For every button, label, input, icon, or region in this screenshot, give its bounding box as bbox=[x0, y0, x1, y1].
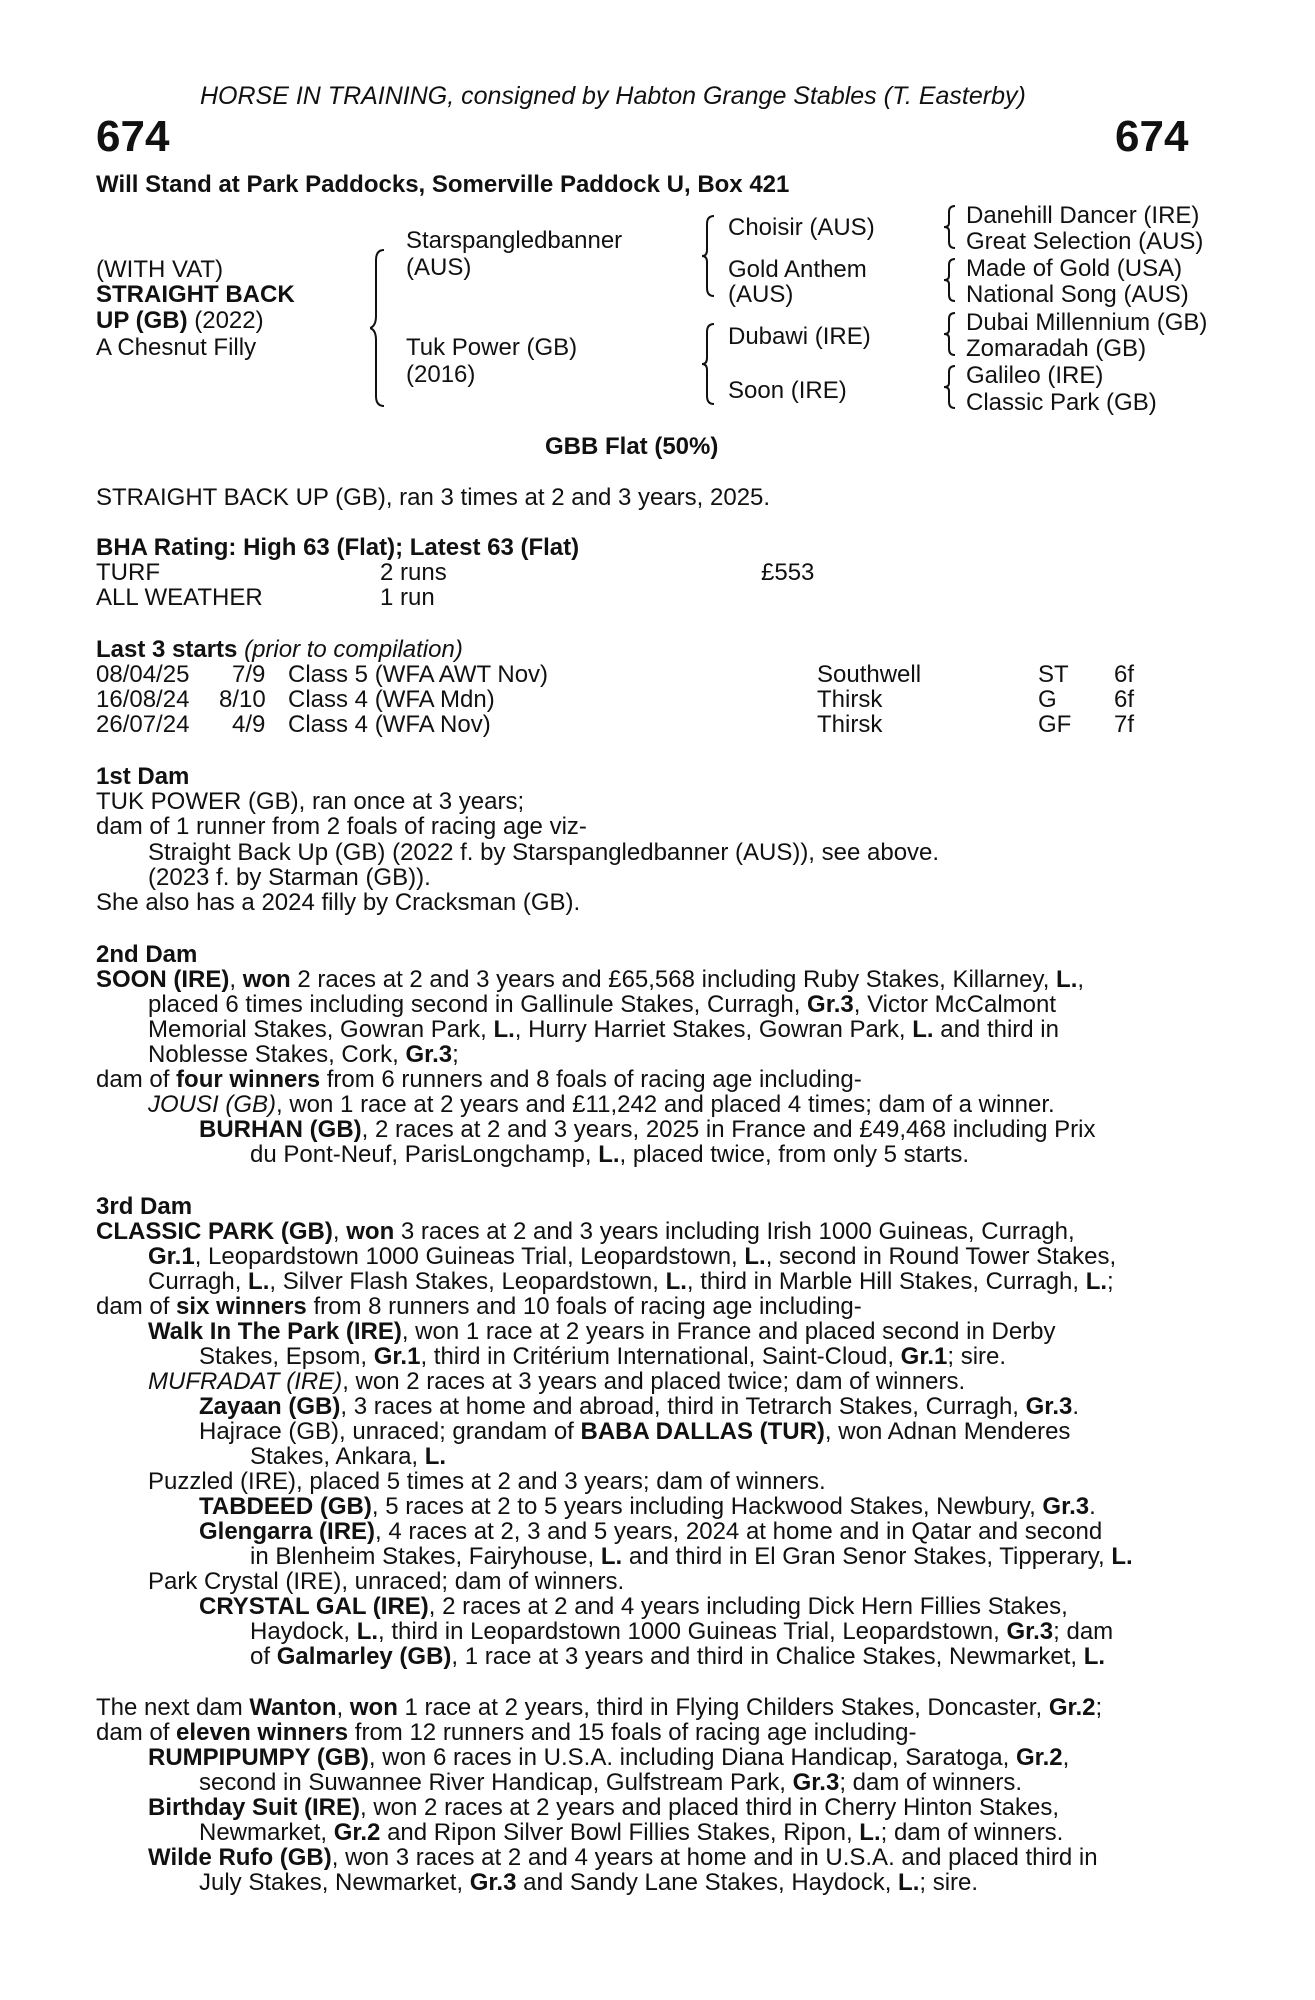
listed: L. bbox=[1083, 1643, 1106, 1670]
brace-g4-1 bbox=[944, 204, 958, 250]
wr-l2a: July Stakes, Newmarket, bbox=[199, 1869, 470, 1896]
g4-sdd: National Song (AUS) bbox=[966, 281, 1189, 308]
hajrace-a: Hajrace (GB), unraced; grandam of bbox=[199, 1418, 581, 1445]
crystal-name: CRYSTAL GAL (IRE) bbox=[199, 1593, 429, 1620]
wr-l1: , won 3 races at 2 and 4 years at home and in U.S.A. and placed third in bbox=[331, 1844, 1098, 1871]
bs-name: Birthday Suit (IRE) bbox=[148, 1794, 361, 1821]
brace-g4-2 bbox=[944, 257, 958, 303]
start-row-1-date: 08/04/25 bbox=[96, 661, 190, 688]
jousi-line bbox=[148, 1092, 1055, 1117]
start-row-1-going: ST bbox=[1038, 661, 1069, 688]
hajrace-l2: Stakes, Ankara, bbox=[250, 1443, 425, 1470]
vat-note: (WITH VAT) bbox=[96, 256, 224, 283]
hajrace-line2 bbox=[250, 1444, 446, 1469]
tabdeed-name: TABDEED (GB) bbox=[199, 1493, 372, 1520]
dam-of-rest: from 8 runners and 10 foals of racing age including- bbox=[306, 1293, 862, 1320]
soon-l4a: Noblesse Stakes, Cork, bbox=[148, 1041, 406, 1068]
group3: Gr.3 bbox=[807, 991, 854, 1018]
next-dam-b: 1 race at 2 years, third in Flying Childers Stakes, Doncaster, bbox=[397, 1694, 1049, 1721]
sire-sire: Choisir (AUS) bbox=[728, 214, 875, 241]
punct: ; bbox=[1095, 1694, 1103, 1721]
second-dam-title: 2nd Dam bbox=[96, 941, 198, 968]
crystal-l2b: , third in Leopardstown 1000 Guineas Trial, Leopardstown, bbox=[378, 1618, 1007, 1645]
wanton-name: Wanton bbox=[249, 1694, 337, 1721]
eleven-winners: eleven winners bbox=[176, 1719, 349, 1746]
cp-l2a: , Leopardstown 1000 Guineas Trial, Leopardstown, bbox=[194, 1243, 745, 1270]
group3: Gr.3 bbox=[1006, 1618, 1054, 1645]
dam-dam: Soon (IRE) bbox=[728, 377, 847, 404]
first-dam-line3: Straight Back Up (GB) (2022 f. by Starspangledbanner (AUS)), see above. bbox=[148, 839, 940, 866]
rating-aw-runs: 1 run bbox=[380, 584, 435, 611]
next-dam-c: from 12 runners and 15 foals of racing age including- bbox=[348, 1719, 917, 1746]
group2: Gr.2 bbox=[1015, 1744, 1063, 1771]
first-dam-line5: She also has a 2024 filly by Cracksman (GB). bbox=[96, 889, 581, 916]
start-row-1-course: Southwell bbox=[817, 661, 922, 688]
group3: Gr.3 bbox=[405, 1041, 453, 1068]
group2: Gr.2 bbox=[333, 1819, 381, 1846]
listed: L. bbox=[744, 1243, 766, 1270]
crystal-l1: , 2 races at 2 and 4 years including Dick Hern Fillies Stakes, bbox=[428, 1593, 1068, 1620]
cp-line2 bbox=[148, 1244, 1116, 1269]
lot-number-left: 674 bbox=[96, 112, 170, 161]
witp-l2a: Stakes, Epsom, bbox=[199, 1343, 374, 1370]
group3: Gr.3 bbox=[1042, 1493, 1090, 1520]
listed: L. bbox=[493, 1016, 515, 1043]
glengarra-l2b: and third in El Gran Senor Stakes, Tipperary, bbox=[622, 1543, 1112, 1570]
g4-sss: Danehill Dancer (IRE) bbox=[966, 202, 1200, 229]
won-label: won bbox=[349, 1694, 398, 1721]
bs-l2c: ; dam of winners. bbox=[880, 1819, 1064, 1846]
bs-l1: , won 2 races at 2 years and placed third in Cherry Hinton Stakes, bbox=[360, 1794, 1060, 1821]
crystal-l3a: of bbox=[250, 1643, 277, 1670]
zayaan-line bbox=[199, 1394, 1079, 1419]
listed: L. bbox=[424, 1443, 447, 1470]
listed: L. bbox=[898, 1869, 920, 1896]
group3: Gr.3 bbox=[792, 1769, 840, 1796]
pedigree-brace-main bbox=[370, 248, 390, 408]
brace-g4-4 bbox=[944, 364, 958, 410]
group2: Gr.2 bbox=[1048, 1694, 1096, 1721]
last-starts-title: Last 3 starts bbox=[96, 636, 238, 663]
soon-l1-rest: 2 races at 2 and 3 years and £65,568 including Ruby Stakes, Killarney, bbox=[290, 966, 1057, 993]
soon-name: SOON (IRE) bbox=[96, 966, 230, 993]
won-label: won bbox=[346, 1218, 395, 1245]
consignor-header: HORSE IN TRAINING, consigned by Habton Grange Stables (T. Easterby) bbox=[200, 82, 1026, 110]
listed: L. bbox=[1085, 1268, 1108, 1295]
crystal-l3b: , 1 race at 3 years and third in Chalice Stakes, Newmarket, bbox=[451, 1643, 1084, 1670]
punct: , bbox=[1077, 966, 1085, 993]
soon-line4 bbox=[148, 1042, 459, 1067]
group1: Gr.1 bbox=[900, 1343, 948, 1370]
soon-l3c: and third in bbox=[933, 1016, 1059, 1043]
punct: , bbox=[332, 1218, 340, 1245]
cp-l2b: , second in Round Tower Stakes, bbox=[765, 1243, 1117, 1270]
jousi-name: JOUSI (GB) bbox=[148, 1091, 277, 1118]
group3: Gr.3 bbox=[469, 1869, 517, 1896]
burhan-line2 bbox=[250, 1142, 969, 1167]
dam-of: dam of bbox=[96, 1293, 177, 1320]
horse-description: A Chesnut Filly bbox=[96, 334, 257, 361]
dam-of: dam of bbox=[96, 1719, 177, 1746]
start-row-1-race: Class 5 (WFA AWT Nov) bbox=[288, 661, 549, 688]
park-crystal-line: Park Crystal (IRE), unraced; dam of winners. bbox=[148, 1568, 625, 1595]
listed: L. bbox=[598, 1141, 620, 1168]
listed: L. bbox=[356, 1618, 379, 1645]
g4-dsd: Zomaradah (GB) bbox=[966, 335, 1147, 362]
brace-g4-3 bbox=[944, 311, 958, 357]
horse-name-bold: UP (GB) bbox=[96, 307, 188, 334]
hajrace-b: , won Adnan Menderes bbox=[824, 1418, 1071, 1445]
glengarra-l1: , 4 races at 2, 3 and 5 years, 2024 at home and in Qatar and second bbox=[375, 1518, 1103, 1545]
rump-line2 bbox=[199, 1770, 1022, 1795]
wr-l2b: and Sandy Lane Stakes, Haydock, bbox=[516, 1869, 899, 1896]
race-summary: STRAIGHT BACK UP (GB), ran 3 times at 2 and 3 years, 2025. bbox=[96, 484, 771, 511]
burhan-l2b: , placed twice, from only 5 starts. bbox=[619, 1141, 969, 1168]
g4-dss: Dubai Millennium (GB) bbox=[966, 309, 1208, 336]
zayaan-name: Zayaan (GB) bbox=[199, 1393, 341, 1420]
soon-dam-of bbox=[96, 1067, 862, 1092]
cp-line1 bbox=[96, 1219, 1075, 1244]
witp-l2c: ; sire. bbox=[947, 1343, 1007, 1370]
punct: , bbox=[336, 1694, 344, 1721]
wr-l2c: ; sire. bbox=[919, 1869, 979, 1896]
witp-l1: , won 1 race at 2 years in France and placed second in Derby bbox=[401, 1318, 1056, 1345]
cp-l1: 3 races at 2 and 3 years including Irish 1000 Guineas, Curragh, bbox=[394, 1218, 1075, 1245]
punct: , bbox=[1062, 1744, 1070, 1771]
glengarra-line2 bbox=[250, 1544, 1133, 1569]
wr-name: Wilde Rufo (GB) bbox=[148, 1844, 332, 1871]
four-winners: four winners bbox=[176, 1066, 321, 1093]
start-row-2-going: G bbox=[1038, 686, 1057, 713]
rump-line1 bbox=[148, 1745, 1069, 1770]
bs-line1 bbox=[148, 1795, 1059, 1820]
mufradat-name: MUFRADAT (IRE) bbox=[148, 1368, 343, 1395]
group1: Gr.1 bbox=[373, 1343, 421, 1370]
rump-l2a: second in Suwannee River Handicap, Gulfstream Park, bbox=[199, 1769, 793, 1796]
witp-l2b: , third in Critérium International, Saint-Cloud, bbox=[420, 1343, 901, 1370]
punct: . bbox=[1072, 1393, 1080, 1420]
glengarra-line1 bbox=[199, 1519, 1102, 1544]
soon-l2b: , Victor McCalmont bbox=[853, 991, 1057, 1018]
rump-name: RUMPIPUMPY (GB) bbox=[148, 1744, 369, 1771]
crystal-l2a: Haydock, bbox=[250, 1618, 357, 1645]
pedigree-brace-sire bbox=[702, 214, 718, 298]
bha-rating: BHA Rating: High 63 (Flat); Latest 63 (Flat) bbox=[96, 534, 580, 561]
first-dam-line2: dam of 1 runner from 2 foals of racing age viz- bbox=[96, 813, 587, 840]
first-dam-line4: (2023 f. by Starman (GB)). bbox=[148, 864, 431, 891]
listed: L. bbox=[1056, 966, 1078, 993]
start-row-2-course: Thirsk bbox=[817, 686, 883, 713]
bs-l2b: and Ripon Silver Bowl Fillies Stakes, Ripon, bbox=[380, 1819, 860, 1846]
soon-l2a: placed 6 times including second in Gallinule Stakes, Curragh, bbox=[148, 991, 808, 1018]
group3: Gr.3 bbox=[1025, 1393, 1073, 1420]
tabdeed-line bbox=[199, 1494, 1096, 1519]
sire-origin: (AUS) bbox=[406, 254, 472, 281]
dam-of-rest: from 6 runners and 8 foals of racing age including- bbox=[320, 1066, 862, 1093]
mufradat-line bbox=[148, 1369, 965, 1394]
bs-l2a: Newmarket, bbox=[199, 1819, 334, 1846]
witp-line1 bbox=[148, 1319, 1056, 1344]
start-row-3-date: 26/07/24 bbox=[96, 711, 190, 738]
start-row-3-pos: 4/9 bbox=[232, 711, 266, 738]
jousi-rest: , won 1 race at 2 years and £11,242 and placed 4 times; dam of a winner. bbox=[276, 1091, 1055, 1118]
sire-dam-line2: (AUS) bbox=[728, 281, 794, 308]
listed: L. bbox=[665, 1268, 687, 1295]
last-starts-note: (prior to compilation) bbox=[237, 636, 463, 663]
mufradat-rest: , won 2 races at 3 years and placed twice; dam of winners. bbox=[342, 1368, 966, 1395]
start-row-3-going: GF bbox=[1038, 711, 1072, 738]
listed: L. bbox=[600, 1543, 623, 1570]
listed: L. bbox=[248, 1268, 270, 1295]
rump-l2b: ; dam of winners. bbox=[839, 1769, 1023, 1796]
sire-name: Starspangledbanner bbox=[406, 227, 623, 254]
cp-l3c: , third in Marble Hill Stakes, Curragh, bbox=[686, 1268, 1086, 1295]
bs-line2 bbox=[199, 1820, 1063, 1845]
third-dam-title: 3rd Dam bbox=[96, 1193, 193, 1220]
cp-line3 bbox=[148, 1269, 1114, 1294]
galmarley-name: Galmarley (GB) bbox=[276, 1643, 452, 1670]
rating-turf-runs: 2 runs bbox=[380, 559, 447, 586]
burhan-l2a: du Pont-Neuf, ParisLongchamp, bbox=[250, 1141, 599, 1168]
crystal-line3 bbox=[250, 1644, 1105, 1669]
cp-l3a: Curragh, bbox=[148, 1268, 249, 1295]
g4-ddd: Classic Park (GB) bbox=[966, 389, 1157, 416]
start-row-2-race: Class 4 (WFA Mdn) bbox=[288, 686, 495, 713]
wr-line2 bbox=[199, 1870, 978, 1895]
first-dam-title: 1st Dam bbox=[96, 763, 190, 790]
rating-aw-label: ALL WEATHER bbox=[96, 584, 263, 611]
first-dam-line1: TUK POWER (GB), ran once at 3 years; bbox=[96, 788, 525, 815]
rump-l1: , won 6 races in U.S.A. including Diana Handicap, Saratoga, bbox=[368, 1744, 1016, 1771]
last-starts-heading bbox=[96, 637, 463, 662]
g4-sds: Made of Gold (USA) bbox=[966, 255, 1183, 282]
won-label: won bbox=[242, 966, 291, 993]
punct: ; bbox=[1107, 1268, 1114, 1295]
baba-name: BABA DALLAS (TUR) bbox=[580, 1418, 825, 1445]
dam-sire: Dubawi (IRE) bbox=[728, 323, 871, 350]
crystal-line2 bbox=[250, 1619, 1113, 1644]
dam-name: Tuk Power (GB) bbox=[406, 334, 578, 361]
dam-of: dam of bbox=[96, 1066, 177, 1093]
burhan-l1: , 2 races at 2 and 3 years, 2025 in France and £49,468 including Prix bbox=[361, 1116, 1096, 1143]
listed: L. bbox=[912, 1016, 934, 1043]
next-dam-line1 bbox=[96, 1695, 1102, 1720]
cp-name: CLASSIC PARK (GB) bbox=[96, 1218, 333, 1245]
punct: ; bbox=[452, 1041, 459, 1068]
glengarra-l2a: in Blenheim Stakes, Fairyhouse, bbox=[250, 1543, 601, 1570]
crystal-l2c: ; dam bbox=[1053, 1618, 1114, 1645]
start-row-1-pos: 7/9 bbox=[232, 661, 266, 688]
start-row-2-dist: 6f bbox=[1114, 686, 1135, 713]
witp-name: Walk In The Park (IRE) bbox=[148, 1318, 402, 1345]
rating-turf-label: TURF bbox=[96, 559, 160, 586]
rating-turf-prize: £553 bbox=[761, 559, 815, 586]
soon-l3a: Memorial Stakes, Gowran Park, bbox=[148, 1016, 494, 1043]
g4-dds: Galileo (IRE) bbox=[966, 362, 1104, 389]
punct: , bbox=[229, 966, 237, 993]
start-row-1-dist: 6f bbox=[1114, 661, 1135, 688]
g4-ssd: Great Selection (AUS) bbox=[966, 228, 1204, 255]
start-row-3-dist: 7f bbox=[1114, 711, 1135, 738]
cp-l3b: , Silver Flash Stakes, Leopardstown, bbox=[269, 1268, 666, 1295]
crystal-line1 bbox=[199, 1594, 1068, 1619]
cp-dam-of bbox=[96, 1294, 862, 1319]
soon-line1 bbox=[96, 967, 1084, 992]
soon-line3 bbox=[148, 1017, 1059, 1042]
listed: L. bbox=[1111, 1543, 1133, 1570]
horse-name-line1: STRAIGHT BACK bbox=[96, 281, 295, 308]
burhan-line1 bbox=[199, 1117, 1095, 1142]
sire-dam-line1: Gold Anthem bbox=[728, 256, 867, 283]
punct: . bbox=[1089, 1493, 1096, 1520]
zayaan-rest: , 3 races at home and abroad, third in Tetrarch Stakes, Curragh, bbox=[340, 1393, 1026, 1420]
witp-line2 bbox=[199, 1344, 1006, 1369]
six-winners: six winners bbox=[176, 1293, 307, 1320]
start-row-2-pos: 8/10 bbox=[219, 686, 266, 713]
start-row-3-course: Thirsk bbox=[817, 711, 883, 738]
pedigree-brace-dam bbox=[702, 322, 718, 406]
lot-number-right: 674 bbox=[1115, 112, 1189, 161]
puzzled-line: Puzzled (IRE), placed 5 times at 2 and 3 years; dam of winners. bbox=[148, 1468, 826, 1495]
hajrace-line1 bbox=[199, 1419, 1070, 1444]
dam-year: (2016) bbox=[406, 361, 476, 388]
burhan-name: BURHAN (GB) bbox=[199, 1116, 362, 1143]
gbb-badge: GBB Flat (50%) bbox=[545, 433, 719, 460]
wr-line1 bbox=[148, 1845, 1098, 1870]
soon-line2 bbox=[148, 992, 1056, 1017]
start-row-2-date: 16/08/24 bbox=[96, 686, 190, 713]
glengarra-name: Glengarra (IRE) bbox=[199, 1518, 376, 1545]
listed: L. bbox=[859, 1819, 881, 1846]
start-row-3-race: Class 4 (WFA Nov) bbox=[288, 711, 491, 738]
horse-name-line2 bbox=[96, 308, 264, 333]
tabdeed-rest: , 5 races at 2 to 5 years including Hackwood Stakes, Newbury, bbox=[371, 1493, 1043, 1520]
next-dam-a: The next dam bbox=[96, 1694, 250, 1721]
soon-l3b: , Hurry Harriet Stakes, Gowran Park, bbox=[514, 1016, 913, 1043]
horse-year: (2022) bbox=[187, 307, 264, 334]
stable-location: Will Stand at Park Paddocks, Somerville Paddock U, Box 421 bbox=[96, 171, 790, 198]
group1: Gr.1 bbox=[148, 1243, 195, 1270]
next-dam-line2 bbox=[96, 1720, 916, 1745]
